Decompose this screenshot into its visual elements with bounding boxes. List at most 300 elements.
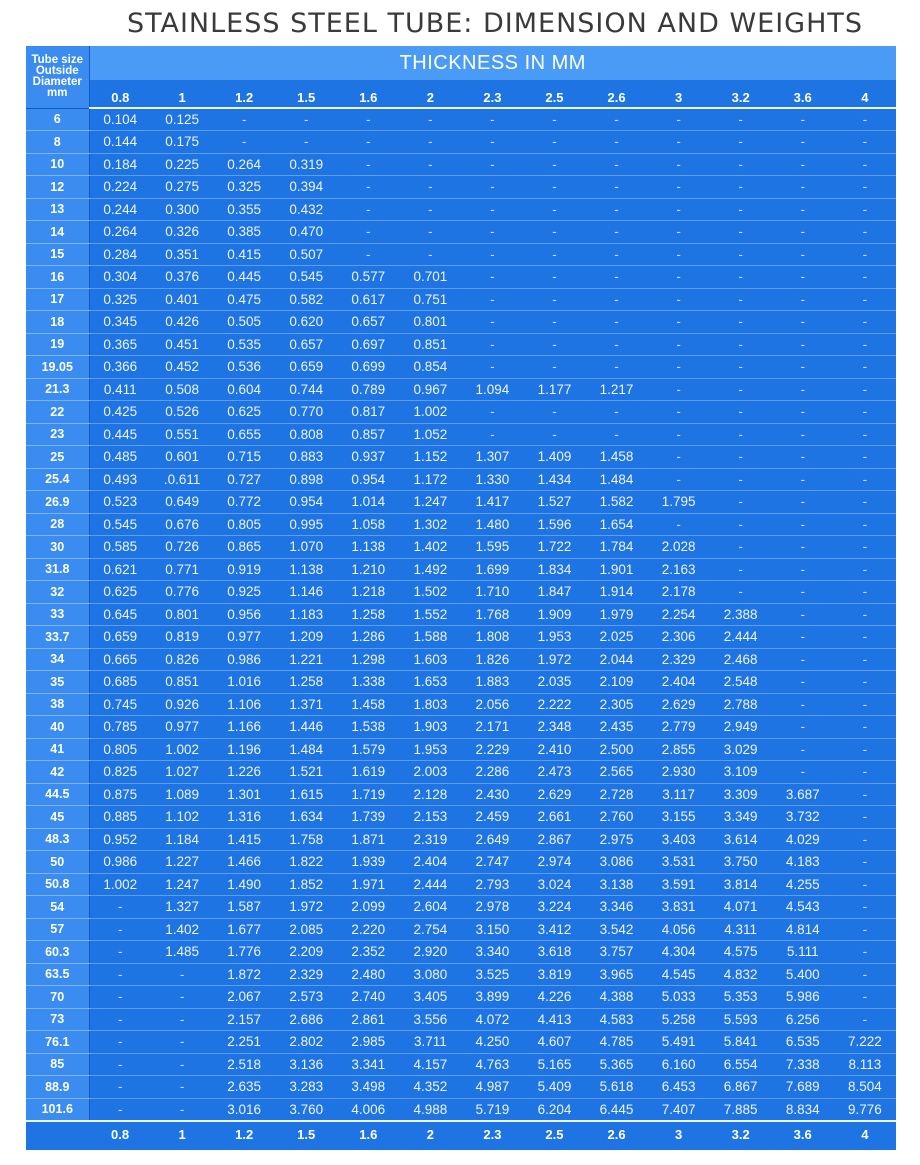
weight-cell: - [710, 153, 772, 176]
thickness-column-header: 3.6 [772, 80, 834, 108]
weight-cell: 1.822 [275, 851, 337, 874]
weight-cell: 2.163 [648, 558, 710, 581]
weight-cell: 1.603 [399, 648, 461, 671]
weight-cell: - [648, 131, 710, 154]
weight-cell: 0.325 [213, 176, 275, 199]
weight-cell: - [834, 198, 896, 221]
weight-cell: - [399, 221, 461, 244]
weight-cell: 0.657 [337, 311, 399, 334]
weight-cell: 2.251 [213, 1031, 275, 1054]
weight-cell: 0.954 [337, 468, 399, 491]
weight-cell: 2.003 [399, 761, 461, 784]
weight-cell: 0.508 [151, 378, 213, 401]
weight-cell: 0.785 [89, 716, 151, 739]
weight-cell: 1.152 [399, 446, 461, 469]
weight-cell: - [834, 986, 896, 1009]
weight-cell: 4.607 [523, 1031, 585, 1054]
weight-cell: - [834, 581, 896, 604]
weight-cell: 1.484 [275, 738, 337, 761]
weight-cell: 7.338 [772, 1053, 834, 1076]
weight-cell: - [772, 153, 834, 176]
weight-cell: 0.523 [89, 491, 151, 514]
table-row [26, 603, 896, 626]
weight-cell: - [461, 266, 523, 289]
weight-cell: - [772, 716, 834, 739]
tube-size-cell: 18 [26, 311, 89, 334]
weight-cell: 0.224 [89, 176, 151, 199]
weight-cell: 1.446 [275, 716, 337, 739]
weight-cell: 0.995 [275, 513, 337, 536]
weight-cell: - [648, 378, 710, 401]
weight-cell: - [275, 131, 337, 154]
weight-cell: - [151, 1098, 213, 1121]
table-row [26, 761, 896, 784]
weight-cell: 2.649 [461, 828, 523, 851]
weight-cell: 3.591 [648, 873, 710, 896]
weight-cell: 1.619 [337, 761, 399, 784]
tube-size-cell: 60.3 [26, 941, 89, 964]
tube-size-cell: 33 [26, 603, 89, 626]
weight-cell: - [399, 153, 461, 176]
weight-cell: 4.311 [710, 918, 772, 941]
weight-cell: 1.739 [337, 806, 399, 829]
weight-cell: 1.402 [151, 918, 213, 941]
thickness-header-title: THICKNESS IN MM [89, 46, 896, 80]
weight-cell: 2.109 [586, 671, 648, 694]
weight-cell: - [834, 716, 896, 739]
weight-cell: 1.654 [586, 513, 648, 536]
weight-cell: 0.551 [151, 423, 213, 446]
weight-cell: - [772, 423, 834, 446]
table-row [26, 333, 896, 356]
weight-cell: 0.351 [151, 243, 213, 266]
tube-size-cell: 76.1 [26, 1031, 89, 1054]
thickness-column-footer: 0.8 [89, 1121, 151, 1148]
weight-cell: - [834, 491, 896, 514]
weight-cell: - [834, 401, 896, 424]
weight-cell: 3.086 [586, 851, 648, 874]
weight-cell: 2.930 [648, 761, 710, 784]
weight-cell: 1.972 [523, 648, 585, 671]
weight-cell: 3.138 [586, 873, 648, 896]
weight-cell: 0.898 [275, 468, 337, 491]
tube-size-cell: 35 [26, 671, 89, 694]
weight-cell: 0.601 [151, 446, 213, 469]
weight-cell: 2.444 [710, 626, 772, 649]
weight-cell: - [586, 311, 648, 334]
table-row [26, 468, 896, 491]
weight-cell: 8.834 [772, 1098, 834, 1121]
weight-cell: 5.841 [710, 1031, 772, 1054]
tube-size-cell: 10 [26, 153, 89, 176]
tube-size-cell: 17 [26, 288, 89, 311]
weight-cell: 3.542 [586, 918, 648, 941]
tube-size-cell: 73 [26, 1008, 89, 1031]
weight-cell: 2.209 [275, 941, 337, 964]
weight-cell: 1.484 [586, 468, 648, 491]
weight-cell: 2.348 [523, 716, 585, 739]
weight-cell: - [461, 423, 523, 446]
weight-cell: - [834, 806, 896, 829]
weight-cell: - [834, 468, 896, 491]
weight-cell: 2.305 [586, 693, 648, 716]
weight-cell: 5.353 [710, 986, 772, 1009]
tube-size-cell: 16 [26, 266, 89, 289]
weight-cell: 3.412 [523, 918, 585, 941]
weight-cell: 2.500 [586, 738, 648, 761]
weight-cell: 4.029 [772, 828, 834, 851]
weight-cell: - [710, 558, 772, 581]
weight-cell: - [523, 198, 585, 221]
weight-cell: 0.685 [89, 671, 151, 694]
weight-cell: 1.914 [586, 581, 648, 604]
weight-cell: 3.341 [337, 1053, 399, 1076]
weight-cell: - [89, 941, 151, 964]
weight-cell: 0.726 [151, 536, 213, 559]
weight-cell: 1.939 [337, 851, 399, 874]
weight-cell: 0.727 [213, 468, 275, 491]
weight-cell: 0.545 [89, 513, 151, 536]
weight-cell: 5.618 [586, 1076, 648, 1099]
weight-cell: 2.788 [710, 693, 772, 716]
weight-cell: 2.085 [275, 918, 337, 941]
weight-cell: 3.155 [648, 806, 710, 829]
weight-cell: - [89, 1008, 151, 1031]
weight-cell: 4.814 [772, 918, 834, 941]
weight-cell: 3.498 [337, 1076, 399, 1099]
table-row [26, 1098, 896, 1121]
weight-cell: 0.355 [213, 198, 275, 221]
weight-cell: 0.986 [89, 851, 151, 874]
weight-cell: 1.172 [399, 468, 461, 491]
weight-cell: 4.157 [399, 1053, 461, 1076]
tube-size-cell: 26.9 [26, 491, 89, 514]
weight-cell: - [523, 311, 585, 334]
weight-cell: 1.058 [337, 513, 399, 536]
weight-cell: 1.301 [213, 783, 275, 806]
weight-cell: 0.665 [89, 648, 151, 671]
weight-cell: 1.338 [337, 671, 399, 694]
weight-cell: 4.832 [710, 963, 772, 986]
weight-cell: - [834, 941, 896, 964]
corner-label-line: Outside [35, 64, 79, 77]
weight-cell: - [834, 1008, 896, 1031]
weight-cell: 3.283 [275, 1076, 337, 1099]
weight-cell: 1.371 [275, 693, 337, 716]
weight-cell: 2.728 [586, 783, 648, 806]
weight-cell: - [834, 378, 896, 401]
weight-cell: - [834, 221, 896, 244]
tube-size-cell: 15 [26, 243, 89, 266]
weight-cell: - [399, 198, 461, 221]
weight-cell: - [772, 693, 834, 716]
weight-cell: - [710, 581, 772, 604]
weight-cell: - [834, 311, 896, 334]
weight-cell: 0.937 [337, 446, 399, 469]
weight-cell: 2.153 [399, 806, 461, 829]
weight-cell: 1.582 [586, 491, 648, 514]
weight-cell: - [710, 131, 772, 154]
weight-cell: 0.125 [151, 108, 213, 131]
weight-cell: 7.885 [710, 1098, 772, 1121]
tube-size-cell: 13 [26, 198, 89, 221]
weight-cell: 0.470 [275, 221, 337, 244]
weight-cell: 1.883 [461, 671, 523, 694]
weight-cell: 0.577 [337, 266, 399, 289]
table-row [26, 311, 896, 334]
weight-cell: 3.029 [710, 738, 772, 761]
weight-cell: - [586, 131, 648, 154]
weight-cell: 0.526 [151, 401, 213, 424]
weight-cell: 6.256 [772, 1008, 834, 1031]
weight-cell: - [772, 311, 834, 334]
weight-cell: 0.366 [89, 356, 151, 379]
tube-size-cell: 42 [26, 761, 89, 784]
table-row [26, 491, 896, 514]
weight-cell: 2.747 [461, 851, 523, 874]
weight-cell: - [772, 243, 834, 266]
weight-cell: 0.411 [89, 378, 151, 401]
tube-size-cell: 30 [26, 536, 89, 559]
weight-cell: 1.247 [151, 873, 213, 896]
table-row [26, 963, 896, 986]
weight-cell: 2.949 [710, 716, 772, 739]
weight-cell: 2.306 [648, 626, 710, 649]
weight-cell: 3.349 [710, 806, 772, 829]
weight-cell: - [834, 603, 896, 626]
weight-cell: 1.538 [337, 716, 399, 739]
weight-cell: - [710, 491, 772, 514]
weight-cell: 0.825 [89, 761, 151, 784]
weight-cell: - [586, 221, 648, 244]
weight-cell: 1.247 [399, 491, 461, 514]
weight-cell: - [399, 131, 461, 154]
weight-cell: - [337, 108, 399, 131]
tube-size-cell: 22 [26, 401, 89, 424]
weight-cell: 0.956 [213, 603, 275, 626]
weight-cell: 1.458 [337, 693, 399, 716]
weight-cell: 0.621 [89, 558, 151, 581]
weight-cell: - [89, 986, 151, 1009]
weight-cell: 1.183 [275, 603, 337, 626]
weight-cell: 0.535 [213, 333, 275, 356]
weight-cell: 0.244 [89, 198, 151, 221]
weight-cell: - [648, 446, 710, 469]
weight-cell: - [772, 671, 834, 694]
weight-cell: 6.453 [648, 1076, 710, 1099]
weight-cell: 2.468 [710, 648, 772, 671]
weight-cell: - [586, 153, 648, 176]
tube-size-cell: 70 [26, 986, 89, 1009]
weight-cell: 3.556 [399, 1008, 461, 1031]
weight-cell: 2.629 [523, 783, 585, 806]
weight-cell: 5.365 [586, 1053, 648, 1076]
weight-cell: 1.847 [523, 581, 585, 604]
weights-table [26, 46, 896, 1148]
tube-size-cell: 50.8 [26, 873, 89, 896]
weight-cell: 1.402 [399, 536, 461, 559]
weight-cell: 1.466 [213, 851, 275, 874]
weight-cell: 1.784 [586, 536, 648, 559]
weight-cell: 0.659 [89, 626, 151, 649]
tube-size-cell: 14 [26, 221, 89, 244]
weight-cell: - [772, 468, 834, 491]
weight-cell: 1.795 [648, 491, 710, 514]
weight-cell: 2.220 [337, 918, 399, 941]
weight-cell: 3.016 [213, 1098, 275, 1121]
weight-cell: 0.394 [275, 176, 337, 199]
weight-cell: 2.740 [337, 986, 399, 1009]
weight-cell: 2.635 [213, 1076, 275, 1099]
corner-label-line: Tube size [31, 53, 84, 66]
table-row [26, 1053, 896, 1076]
weight-cell: 1.588 [399, 626, 461, 649]
weight-cell: 0.385 [213, 221, 275, 244]
weight-cell: 3.403 [648, 828, 710, 851]
weight-cell: 2.157 [213, 1008, 275, 1031]
weight-cell: 0.649 [151, 491, 213, 514]
weight-cell: 1.903 [399, 716, 461, 739]
weight-cell: - [337, 176, 399, 199]
weight-cell: 3.618 [523, 941, 585, 964]
tube-size-cell: 41 [26, 738, 89, 761]
weight-cell: - [772, 266, 834, 289]
tube-size-cell: 25.4 [26, 468, 89, 491]
weight-cell: 6.160 [648, 1053, 710, 1076]
weight-cell: 1.138 [275, 558, 337, 581]
weight-cell: - [337, 221, 399, 244]
weight-cell: 2.802 [275, 1031, 337, 1054]
weight-cell: - [586, 243, 648, 266]
weight-cell: 2.975 [586, 828, 648, 851]
weight-cell: - [772, 401, 834, 424]
weight-cell: 0.805 [89, 738, 151, 761]
table-row [26, 1076, 896, 1099]
thickness-header-row [26, 80, 896, 108]
weight-cell: 1.972 [275, 896, 337, 919]
weight-cell: - [648, 333, 710, 356]
weight-cell: - [772, 536, 834, 559]
weight-cell: 0.776 [151, 581, 213, 604]
weight-cell: 0.789 [337, 378, 399, 401]
weight-cell: - [523, 333, 585, 356]
table-row [26, 378, 896, 401]
weight-cell: 0.184 [89, 153, 151, 176]
table-row [26, 446, 896, 469]
weight-cell: 2.686 [275, 1008, 337, 1031]
weight-cell: 2.473 [523, 761, 585, 784]
weight-cell: 0.475 [213, 288, 275, 311]
weight-cell: 2.404 [399, 851, 461, 874]
weight-cell: 0.426 [151, 311, 213, 334]
weight-cell: - [772, 288, 834, 311]
weight-cell: 5.258 [648, 1008, 710, 1031]
weight-cell: - [648, 513, 710, 536]
weight-cell: 1.146 [275, 581, 337, 604]
thickness-column-header: 2 [399, 80, 461, 108]
weight-cell: - [586, 266, 648, 289]
tube-size-cell: 8 [26, 131, 89, 154]
weight-cell: - [710, 356, 772, 379]
weight-cell: - [461, 333, 523, 356]
weight-cell: 0.625 [213, 401, 275, 424]
weight-cell: 1.221 [275, 648, 337, 671]
weight-cell: - [523, 131, 585, 154]
weight-cell: - [337, 131, 399, 154]
weight-cell: 4.388 [586, 986, 648, 1009]
weight-cell: 0.604 [213, 378, 275, 401]
weight-cell: 5.491 [648, 1031, 710, 1054]
weight-cell: 0.751 [399, 288, 461, 311]
weight-cell: - [89, 1076, 151, 1099]
weight-cell: 0.275 [151, 176, 213, 199]
weight-cell: 3.965 [586, 963, 648, 986]
weight-cell: - [834, 896, 896, 919]
weight-cell: 1.415 [213, 828, 275, 851]
weight-cell: - [834, 851, 896, 874]
weight-cell: 5.719 [461, 1098, 523, 1121]
weight-cell: - [151, 963, 213, 986]
weight-cell: 1.286 [337, 626, 399, 649]
table-row [26, 873, 896, 896]
weight-cell: - [834, 108, 896, 131]
weight-cell: 1.485 [151, 941, 213, 964]
weight-cell: 6.204 [523, 1098, 585, 1121]
weight-cell: 2.128 [399, 783, 461, 806]
tube-size-cell: 54 [26, 896, 89, 919]
table-row [26, 513, 896, 536]
table-row [26, 243, 896, 266]
weight-cell: - [772, 221, 834, 244]
weight-cell: 1.699 [461, 558, 523, 581]
weight-cell: 0.851 [399, 333, 461, 356]
weight-cell: - [461, 131, 523, 154]
table-row [26, 738, 896, 761]
weight-cell: - [834, 536, 896, 559]
weight-cell: 2.178 [648, 581, 710, 604]
weight-cell: 2.229 [461, 738, 523, 761]
weight-cell: - [337, 153, 399, 176]
weight-cell: - [772, 356, 834, 379]
weight-cell: 2.754 [399, 918, 461, 941]
weight-cell: - [523, 401, 585, 424]
weight-cell: - [461, 288, 523, 311]
weight-cell: 1.002 [399, 401, 461, 424]
weight-cell: 2.629 [648, 693, 710, 716]
weight-cell: - [834, 288, 896, 311]
weight-cell: 1.298 [337, 648, 399, 671]
weight-cell: - [834, 963, 896, 986]
thickness-column-footer: 3.6 [772, 1121, 834, 1148]
weight-cell: 0.771 [151, 558, 213, 581]
weight-cell: - [710, 198, 772, 221]
weight-cell: 0.582 [275, 288, 337, 311]
weight-cell: .0.611 [151, 468, 213, 491]
weight-cell: 1.307 [461, 446, 523, 469]
weight-cell: 4.413 [523, 1008, 585, 1031]
table-row [26, 828, 896, 851]
weight-cell: 0.655 [213, 423, 275, 446]
weight-cell: 0.875 [89, 783, 151, 806]
weight-cell: - [772, 581, 834, 604]
weight-cell: - [461, 176, 523, 199]
weight-cell: 0.745 [89, 693, 151, 716]
weight-cell: 0.967 [399, 378, 461, 401]
weight-cell: 2.329 [648, 648, 710, 671]
weight-cell: - [710, 513, 772, 536]
weight-cell: 0.485 [89, 446, 151, 469]
weight-cell: 0.365 [89, 333, 151, 356]
